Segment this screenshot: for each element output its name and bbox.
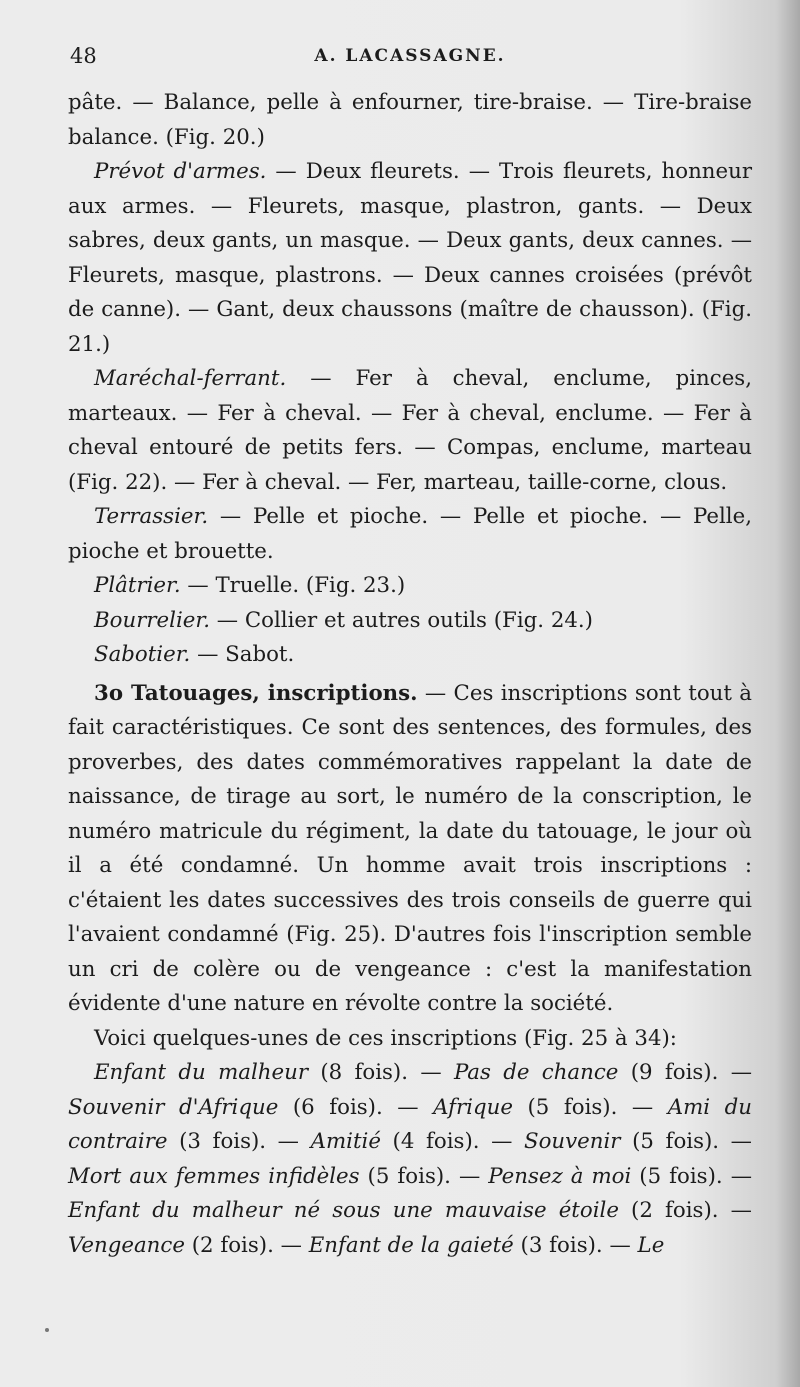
page-body [68,86,752,1263]
term-sabotier: Sabotier. [94,642,191,667]
inscription-text: Enfant du malheur né sous une mauvaise étoile [68,1198,619,1223]
paragraph-marechal [68,362,752,500]
term-prevot: Prévot d'armes. [94,159,267,184]
paragraph-intro-list: Voici quelques-unes de ces inscriptions (Fig. 25 à 34): [94,1025,677,1051]
inscription-text: Amitié [310,1129,381,1154]
text-bourrelier: — Collier et autres outils (Fig. 24.) [210,607,593,633]
text-prevot: — Deux fleurets. — Trois fleurets, honneur aux armes. — Fleurets, masque, plastron, gants. — Deux sabres, deux gants, un masque. — Deux gants, deux cannes. — Fleurets, masque, plastrons. — Deux cannes croisées (prévôt de canne). — Gant, deux chaussons (maître de chausson). (Fig. 21.) [68,159,752,357]
text-sabotier: — Sabot. [190,642,295,667]
paper-speck [45,1328,49,1332]
page-number: 48 [70,44,97,68]
inscription-text: Pensez à moi [488,1163,632,1189]
text-inscriptions: — Ces inscriptions sont tout à fait caractéristiques. Ce sont des sentences, des formules, des proverbes, des dates commémoratives rappelant la date de naissance, de tirage au sort, le numéro de la conscription, le numéro matricule du régiment, la date du tatouage, le jour où il a été condamné. Un homme avait trois inscriptions : c'étaient les dates successives des trois conseils de guerre qui l'avaient condamné (Fig. 25). D'autres fois l'inscription semble un cri de colère ou de vengeance : c'est la manifestation évidente d'une nature en révolte contre la société. [68,680,752,1016]
inscription-text: Vengeance [68,1232,185,1258]
inscription-text: Le [637,1232,665,1258]
inscription-count: (4 fois). — [380,1129,525,1154]
paragraph-inscriptions [68,677,752,1022]
inscription-text: Ami du contraire [68,1094,752,1154]
paragraph-platrier [68,569,752,604]
paragraph-terrassier [68,500,752,569]
inscription-text: Mort aux femmes infidèles [68,1163,360,1189]
inscription-count: (8 fois). — [308,1060,454,1085]
inscription-count: (6 fois). — [278,1094,434,1120]
inscription-count: (9 fois). — [618,1060,752,1085]
text-platrier: — Truelle. (Fig. 23.) [180,573,406,598]
inscription-count: (5 fois). — [512,1094,668,1120]
inscription-count: (2 fois). — [618,1198,752,1223]
inscription-text: Pas de chance [453,1060,619,1085]
inscription-count: (2 fois). — [184,1232,309,1258]
paragraph-bourrelier [68,604,752,639]
section-heading: 3o Tatouages, inscriptions. [94,680,418,706]
paragraph-prevot [68,155,752,362]
term-marechal: Maréchal-ferrant. [94,366,287,391]
page-header [70,44,750,76]
term-bourrelier: Bourrelier. [94,607,210,633]
inscription-list [68,1056,752,1263]
inscription-count: (5 fois). — [620,1129,752,1154]
running-head: A. LACASSAGNE. [314,46,506,66]
term-terrassier: Terrassier. [94,504,209,529]
inscription-count: (5 fois). — [631,1163,752,1189]
inscription-count: (3 fois). — [167,1129,311,1154]
inscription-text: Afrique [433,1094,513,1120]
inscription-text: Souvenir [524,1129,621,1154]
inscription-text: Enfant de la gaieté [308,1232,514,1258]
text-marechal: — Fer à cheval, enclume, pinces, marteaux. — Fer à cheval. — Fer à cheval, enclume. — Fer à cheval entouré de petits fers. — Compas, enclume, marteau (Fig. 22). — Fer à cheval. — Fer, marteau, taille-corne, clous. [68,366,752,495]
paragraph-continuation: pâte. — Balance, pelle à enfourner, tire-braise. — Tire-braise balance. (Fig. 20.) [68,90,752,150]
paragraph-sabotier [68,638,752,673]
inscription-count: (5 fois). — [359,1163,489,1189]
inscription-text: Souvenir d'Afrique [68,1094,279,1120]
text-terrassier: — Pelle et pioche. — Pelle et pioche. — Pelle, pioche et brouette. [68,504,752,564]
term-platrier: Plâtrier. [94,573,181,598]
inscription-text: Enfant du malheur [94,1060,309,1085]
inscription-count: (3 fois). — [513,1232,638,1258]
